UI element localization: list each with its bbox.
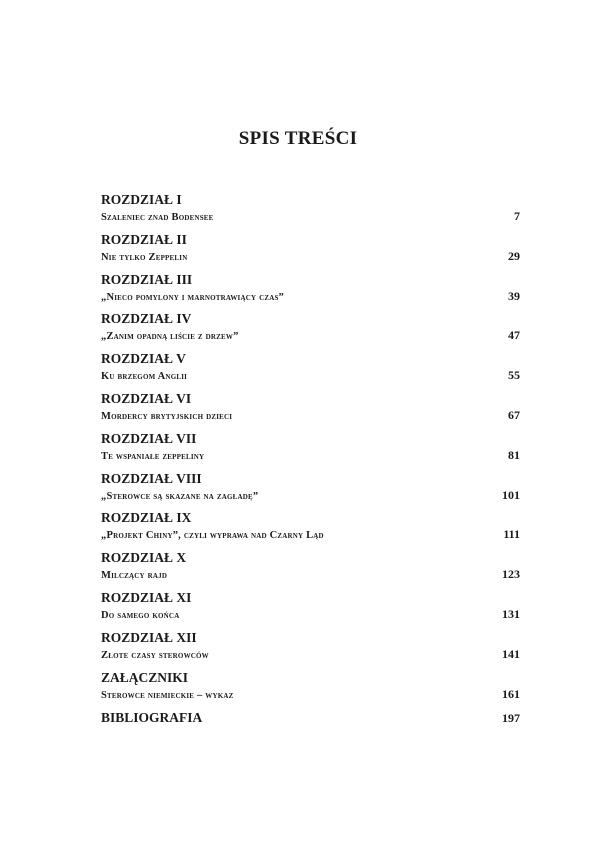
toc-entry[interactable]: [101, 630, 520, 670]
page-number: 197: [502, 711, 520, 726]
toc-entry[interactable]: [101, 590, 520, 630]
chapter-label: ROZDZIAŁ XII: [101, 629, 197, 645]
page-number: 161: [502, 686, 520, 701]
chapter-label: ROZDZIAŁ VII: [101, 430, 197, 446]
chapter-label: ROZDZIAŁ IV: [101, 311, 192, 327]
toc-entry[interactable]: [101, 510, 520, 550]
chapter-label: ROZDZIAŁ VI: [101, 390, 192, 406]
page-number: 47: [508, 328, 520, 343]
page-number: 67: [508, 407, 520, 422]
page-number: 29: [508, 248, 520, 263]
toc-entry[interactable]: [101, 272, 520, 312]
chapter-label: ROZDZIAŁ V: [101, 351, 186, 367]
toc-entry[interactable]: [101, 192, 520, 232]
page-title: SPIS TREŚCI: [238, 128, 358, 149]
chapter-label: ROZDZIAŁ X: [101, 550, 187, 566]
page-number: 123: [502, 567, 520, 582]
chapter-title: „Projekt Chiny”, czyli wyprawa nad Czarny Ląd: [101, 530, 324, 542]
chapter-title: „Sterowce są skazane na zagładę”: [101, 490, 259, 502]
chapter-title: Milczący rajd: [101, 570, 168, 582]
chapter-title: Te wspaniałe zeppeliny: [101, 450, 205, 462]
toc-entry[interactable]: [101, 391, 520, 431]
chapter-title: Sterowce niemieckie – wykaz: [101, 689, 234, 701]
toc-entry[interactable]: [101, 351, 520, 391]
chapter-title: Ku brzegom Anglii: [101, 371, 188, 383]
chapter-label: ZAŁĄCZNIKI: [101, 669, 189, 685]
chapter-title: Złote czasy sterowców: [101, 649, 209, 661]
toc-entry[interactable]: [101, 471, 520, 511]
page-number: 131: [502, 606, 520, 621]
toc-entry[interactable]: [101, 670, 520, 710]
toc-entry[interactable]: [101, 550, 520, 590]
page-number: 141: [502, 646, 520, 661]
chapter-title: Do samego końca: [101, 609, 180, 621]
toc-entry-bibliography[interactable]: [101, 709, 520, 749]
toc-entry[interactable]: [101, 431, 520, 471]
toc-entry[interactable]: [101, 232, 520, 272]
toc-list: [101, 192, 520, 749]
page-number: 55: [508, 368, 520, 383]
chapter-label: ROZDZIAŁ IX: [101, 510, 192, 526]
toc-entry[interactable]: [101, 311, 520, 351]
chapter-label: ROZDZIAŁ III: [101, 271, 193, 287]
page-number: 101: [502, 487, 520, 502]
chapter-label: ROZDZIAŁ I: [101, 192, 182, 207]
chapter-label: ROZDZIAŁ II: [101, 231, 187, 247]
chapter-title: Szaleniec znad Bodensee: [101, 212, 214, 223]
chapter-title: „Zanim opadną liście z drzew”: [101, 331, 239, 343]
chapter-title: „Nieco pomylony i marnotrawiący czas”: [101, 291, 284, 303]
chapter-label: ROZDZIAŁ XI: [101, 589, 192, 605]
chapter-title: Nie tylko Zeppelin: [101, 251, 188, 263]
page-number: 7: [514, 209, 520, 223]
page-number: 81: [508, 447, 520, 462]
page-number: 111: [503, 527, 520, 542]
chapter-label: ROZDZIAŁ VIII: [101, 470, 202, 486]
page-number: 39: [508, 288, 520, 303]
chapter-title: Mordercy brytyjskich dzieci: [101, 410, 233, 422]
chapter-label: BIBLIOGRAFIA: [101, 710, 203, 726]
